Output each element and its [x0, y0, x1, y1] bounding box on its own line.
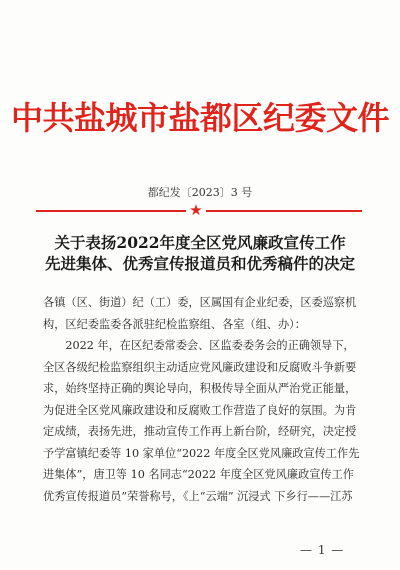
- page-number: — 1 —: [300, 543, 345, 557]
- document-title-line-2: 先进集体、优秀宣传报道员和优秀稿件的决定: [44, 254, 355, 273]
- red-divider-right: [206, 210, 362, 212]
- star-icon: ★: [189, 201, 203, 219]
- document-title: [0, 232, 400, 274]
- document-body: [43, 292, 361, 507]
- document-title-line-1: 关于表扬2022年度全区党风廉政宣传工作: [54, 233, 346, 252]
- red-divider-left: [36, 210, 186, 212]
- body-paragraph-1: 2022 年，在区纪委常委会、区监委委务会的正确领导下，全区各级纪检监察组织主动适应党风廉政建设和反腐败斗争新要求，始终坚持正确的舆论导向，积极传导全面从严治党正能量，为促进全区党风廉政建设和反腐败工作营造了良好的氛围。为肯定成绩，表扬先进，推动宣传工作再上新台阶，经研究，决定授予学富镇纪委等 10 家单位“2022 年度全区党风廉政宣传工作先进集体”，唐卫等 10 名同志“2022 年度全区党风廉政宣传工作优秀宣传报道员”荣誉称号，《上“云端” 沉浸式 下乡行——江苏: [43, 339, 360, 503]
- document-number: 都纪发〔2023〕3 号: [147, 186, 253, 199]
- document-masthead: 中共盐城市盐都区纪委文件: [10, 99, 389, 137]
- salutation: 各镇（区、街道）纪（工）委，区属国有企业纪委，区委巡察机构，区纪委监委各派驻纪检监察组、各室（组、办）：: [43, 296, 357, 331]
